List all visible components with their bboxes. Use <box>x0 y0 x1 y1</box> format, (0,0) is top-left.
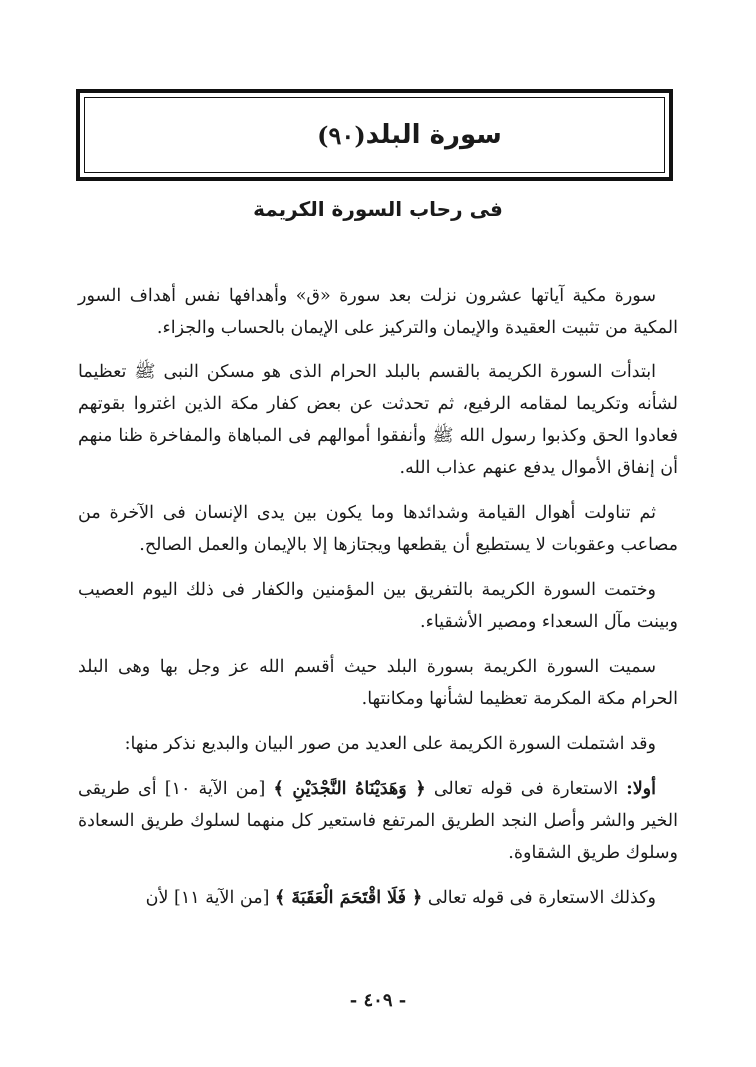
paragraph-opening: ابتدأت السورة الكريمة بالقسم بالبلد الحرام الذى هو مسكن النبى ﷺ تعظيما لشأنه وتكريما لمقامه الرفيع، ثم تحدثت عن بعض كفار مكة الذين اغتروا بقوتهم فعادوا الحق وكذبوا رسول الله ﷺ وأنفقوا أموالهم فى المباهاة والمفاخرة ظنا منهم أن إنفاق الأموال يدفع عنهم عذاب الله. <box>78 362 678 478</box>
point-one-label: أولا: <box>626 779 656 799</box>
surah-number: (٩٠) <box>317 120 366 150</box>
body-text <box>78 280 678 927</box>
point-one-before: الاستعارة فى قوله تعالى <box>425 779 627 799</box>
paragraph-point-two <box>78 882 678 914</box>
point-one-after: [من الآية ١٠] أى طريقى الخير والشر وأصل النجد الطريق المرتفع فاستعير كل منهما لسلوك طريق السعادة وسلوك طريق الشقاوة. <box>78 779 678 863</box>
point-one-ayah: ﴿ وَهَدَيْنَاهُ النَّجْدَيْنِ ﴾ <box>273 779 426 799</box>
point-two-ayah: ﴿ فَلَا اقْتَحَمَ الْعَقَبَةَ ﴾ <box>275 888 423 908</box>
paragraph-point-one <box>78 773 678 869</box>
paragraph-naming: سميت السورة الكريمة بسورة البلد حيث أقسم الله عز وجل بها وهى البلد الحرام مكة المكرمة تعظيما لشأنها ومكانتها. <box>78 657 678 709</box>
section-subtitle: فى رحاب السورة الكريمة <box>253 197 503 221</box>
paragraph-ending: وختمت السورة الكريمة بالتفريق بين المؤمنين والكفار فى ذلك اليوم العصيب وبينت مآل السعداء ومصير الأشقياء. <box>78 580 678 632</box>
paragraph-rhetoric-intro: وقد اشتملت السورة الكريمة على العديد من صور البيان والبديع نذكر منها: <box>124 734 656 754</box>
surah-title-inner-frame <box>84 97 665 173</box>
paragraph-intro: سورة مكية آياتها عشرون نزلت بعد سورة «ق» وأهدافها نفس أهداف السور المكية من تثبيت العقيدة والإيمان والتركيز على الإيمان بالحساب والجزاء. <box>78 286 678 338</box>
page-number: - ٤٠٩ - <box>349 990 407 1011</box>
surah-name: سورة البلد <box>365 120 502 150</box>
point-two-before: وكذلك الاستعارة فى قوله تعالى <box>422 888 656 908</box>
paragraph-resurrection: ثم تناولت أهوال القيامة وشدائدها وما يكون بين يدى الإنسان فى الآخرة من مصاعب وعقوبات لا يستطيع أن يقطعها ويجتازها إلا بالإيمان والعمل الصالح. <box>78 503 678 555</box>
point-two-after: [من الآية ١١] لأن <box>145 888 276 908</box>
surah-title-frame <box>76 89 673 181</box>
